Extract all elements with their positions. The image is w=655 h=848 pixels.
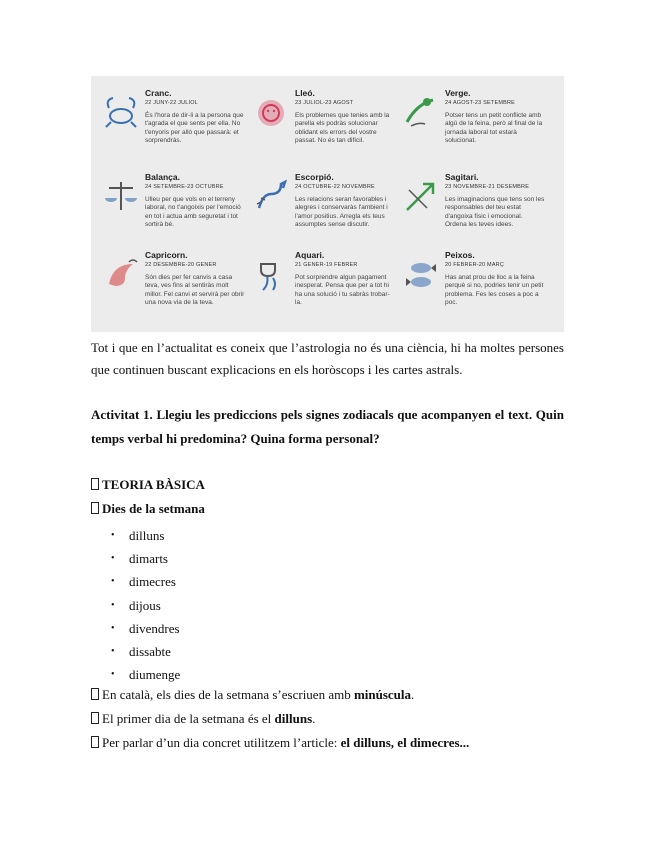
zodiac-sign-card xyxy=(401,88,551,168)
zodiac-sign-card xyxy=(251,172,401,252)
zodiac-sign-name: Balança. xyxy=(145,172,180,182)
note-emphasis: dilluns xyxy=(274,711,313,726)
checkbox-glyph-icon xyxy=(91,688,99,700)
zodiac-sign-card xyxy=(251,250,401,330)
note-emphasis: el dilluns, el dimecres... xyxy=(340,735,470,750)
checkbox-glyph-icon xyxy=(91,502,99,514)
zodiac-sign-dates: 22 DESEMBRE-20 GENER xyxy=(145,262,217,268)
day-label: dijous xyxy=(129,597,161,613)
sagittarius-arrow-icon xyxy=(401,176,441,216)
checkbox-glyph-icon xyxy=(91,736,99,748)
day-label: dilluns xyxy=(129,528,165,543)
note-text: . xyxy=(411,687,415,702)
pisces-fish-icon xyxy=(401,254,441,294)
zodiac-sign-name: Escorpió. xyxy=(295,172,334,182)
zodiac-sign-card xyxy=(401,172,551,252)
zodiac-sign-dates: 23 JULIOL-23 AGOST xyxy=(295,100,354,106)
zodiac-sign-name: Lleó. xyxy=(295,88,315,98)
zodiac-sign-prediction: Són dies per fer canvis a casa teva, ves fins al sentiràs molt millor. Fel canvi et servirà per obrir una nova via de la teva. xyxy=(145,274,245,307)
zodiac-sign-dates: 24 OCTUBRE-22 NOVEMBRE xyxy=(295,184,375,190)
zodiac-sign-name: Capricorn. xyxy=(145,250,188,260)
bullet-icon: • xyxy=(111,599,115,611)
theory-heading xyxy=(91,477,205,493)
capricorn-goat-icon xyxy=(101,254,141,294)
note-text: Per parlar d’un dia concret utilitzem l’article: xyxy=(102,735,341,750)
zodiac-sign-prediction: Potser tens un petit conflicte amb algú de la feina, però al final de la jornada laboral tot estarà solucionat. xyxy=(445,112,543,145)
zodiac-sign-prediction: Les relacions seran favorables i alegres i conservaràs l'ambient i l'amor positius. Arregla els teus assumptes sense discutir. xyxy=(295,196,388,229)
zodiac-sign-card xyxy=(101,172,251,252)
list-item xyxy=(111,547,180,570)
bullet-icon: • xyxy=(111,530,115,541)
zodiac-sign-card xyxy=(251,88,401,168)
zodiac-sign-dates: 22 JUNY-22 JULIOL xyxy=(145,100,199,106)
checkbox-glyph-icon xyxy=(91,712,99,724)
zodiac-sign-prediction: Les imaginacions que tens son les responsables del teu estat d'angoixa físic i emocional. Ordena les teves idees. xyxy=(445,196,545,229)
virgo-icon xyxy=(401,92,441,132)
note-text: . xyxy=(312,711,316,726)
note-lowercase xyxy=(91,687,414,703)
zodiac-sign-card xyxy=(401,250,551,330)
zodiac-sign-card xyxy=(101,250,251,330)
zodiac-sign-dates: 24 AGOST-23 SETEMBRE xyxy=(445,100,516,106)
list-item xyxy=(111,594,180,617)
zodiac-sign-prediction: Has anat prou de lloc a la feina perquè si no, podries tenir un petit problema. Fes les coses a poc a poc. xyxy=(445,274,544,307)
zodiac-sign-card xyxy=(101,88,251,168)
list-item xyxy=(111,663,180,686)
zodiac-sign-prediction: És l'hora de dir-li a la persona que t'agrada el que sents per ella. No t'enyoris per allò que passarà: et sorprendràs. xyxy=(145,112,244,145)
bullet-icon: • xyxy=(111,553,115,565)
days-heading xyxy=(91,501,205,517)
note-text: El primer dia de la setmana és el xyxy=(102,711,275,726)
zodiac-sign-dates: 24 SETEMBRE-23 OCTUBRE xyxy=(145,184,224,190)
zodiac-sign-dates: 21 GENER-19 FEBRER xyxy=(295,262,358,268)
days-heading-text: Dies de la setmana xyxy=(102,501,205,516)
note-emphasis: minúscula xyxy=(353,687,412,702)
leo-lion-icon xyxy=(251,92,291,132)
bullet-icon: • xyxy=(111,622,115,634)
list-item xyxy=(111,617,180,640)
zodiac-sign-name: Sagitari. xyxy=(445,172,479,182)
zodiac-sign-name: Verge. xyxy=(445,88,471,98)
day-label: diumenge xyxy=(129,667,181,683)
zodiac-sign-name: Peixos. xyxy=(445,250,475,260)
activity-prompt: Activitat 1. Llegiu les prediccions pels signes zodiacals que acompanyen el text. Quin temps verbal hi predomina? Quina forma personal? xyxy=(91,407,564,446)
zodiac-sign-name: Cranc. xyxy=(145,88,172,98)
day-label: dimecres xyxy=(129,574,176,590)
cancer-crab-icon xyxy=(101,92,141,132)
zodiac-sign-prediction: Ulleu per que vols en el terreny laboral, no t'angoixis per l'emoció en tot i actua amb seguretat i tot sortirà bé. xyxy=(145,196,241,229)
libra-scales-icon xyxy=(101,176,141,216)
zodiac-sign-prediction: Pot sorprendre algun pagament inesperat. Pensa que per a tot hi ha una solució i tu sabràs trobar-la. xyxy=(295,274,390,307)
note-first-day xyxy=(91,711,315,727)
note-article xyxy=(91,735,469,751)
list-item xyxy=(111,524,180,547)
day-label: dissabte xyxy=(129,643,171,659)
list-item xyxy=(111,640,180,663)
zodiac-sign-dates: 20 FEBRER-20 MARÇ xyxy=(445,262,505,268)
zodiac-sign-prediction: Els problemes que tenies amb la parella els podràs solucionar oblidant els errors del vostre passat. No és tan difícil. xyxy=(295,112,390,145)
bullet-icon: • xyxy=(111,576,115,588)
day-label: dimarts xyxy=(129,551,168,567)
zodiac-sign-name: Aquari. xyxy=(295,250,325,260)
day-label: divendres xyxy=(129,620,180,636)
aquarius-icon xyxy=(251,254,291,294)
zodiac-image xyxy=(91,76,564,332)
days-list xyxy=(111,524,180,686)
intro-paragraph: Tot i que en l’actualitat es coneix que l’astrologia no és una ciència, hi ha moltes persones que continuen buscant explicacions en els horòscops i les cartes astrals. xyxy=(91,340,564,377)
bullet-icon: • xyxy=(111,669,115,681)
theory-heading-text: TEORIA BÀSICA xyxy=(102,477,205,492)
checkbox-glyph-icon xyxy=(91,478,99,490)
note-text: En català, els dies de la setmana s’escriuen amb xyxy=(102,687,354,702)
bullet-icon: • xyxy=(111,645,115,657)
list-item xyxy=(111,570,180,593)
scorpio-icon xyxy=(251,176,291,216)
zodiac-sign-dates: 23 NOVEMBRE-21 DESEMBRE xyxy=(445,184,530,190)
